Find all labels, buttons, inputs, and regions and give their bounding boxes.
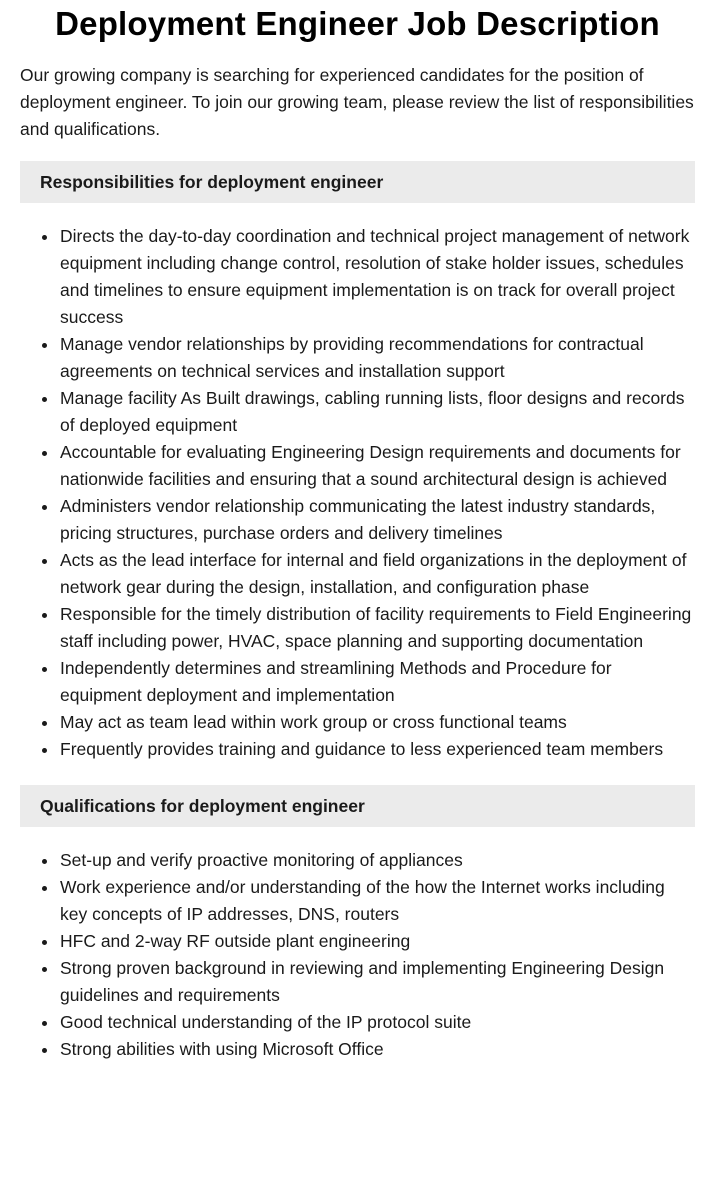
list-item: HFC and 2-way RF outside plant engineering <box>60 928 695 955</box>
list-item: Directs the day-to-day coordination and technical project management of network equipment including change control, resolution of stake holder issues, schedules and timelines to ensure equipment implementation is on track for overall project success <box>60 223 695 331</box>
list-item: Acts as the lead interface for internal and field organizations in the deployment of network gear during the design, installation, and configuration phase <box>60 547 695 601</box>
list-item: Frequently provides training and guidance to less experienced team members <box>60 736 695 763</box>
responsibilities-heading: Responsibilities for deployment engineer <box>20 161 695 203</box>
qualifications-heading: Qualifications for deployment engineer <box>20 785 695 827</box>
list-item: Strong proven background in reviewing and implementing Engineering Design guidelines and requirements <box>60 955 695 1009</box>
list-item: Administers vendor relationship communicating the latest industry standards, pricing structures, purchase orders and delivery timelines <box>60 493 695 547</box>
qualifications-list <box>20 847 695 1063</box>
list-item: Independently determines and streamlining Methods and Procedure for equipment deployment and implementation <box>60 655 695 709</box>
list-item: Manage vendor relationships by providing recommendations for contractual agreements on technical services and installation support <box>60 331 695 385</box>
list-item: Manage facility As Built drawings, cabling running lists, floor designs and records of deployed equipment <box>60 385 695 439</box>
page-title: Deployment Engineer Job Description <box>55 5 660 42</box>
list-item: Responsible for the timely distribution of facility requirements to Field Engineering staff including power, HVAC, space planning and supporting documentation <box>60 601 695 655</box>
responsibilities-list <box>20 223 695 763</box>
list-item: Work experience and/or understanding of the how the Internet works including key concepts of IP addresses, DNS, routers <box>60 874 695 928</box>
list-item: May act as team lead within work group or cross functional teams <box>60 709 695 736</box>
list-item: Good technical understanding of the IP protocol suite <box>60 1009 695 1036</box>
intro-paragraph: Our growing company is searching for experienced candidates for the position of deployment engineer. To join our growing team, please review the list of responsibilities and qualifications. <box>20 65 694 139</box>
list-item: Accountable for evaluating Engineering Design requirements and documents for nationwide facilities and ensuring that a sound architectural design is achieved <box>60 439 695 493</box>
list-item: Strong abilities with using Microsoft Office <box>60 1036 695 1063</box>
list-item: Set-up and verify proactive monitoring of appliances <box>60 847 695 874</box>
